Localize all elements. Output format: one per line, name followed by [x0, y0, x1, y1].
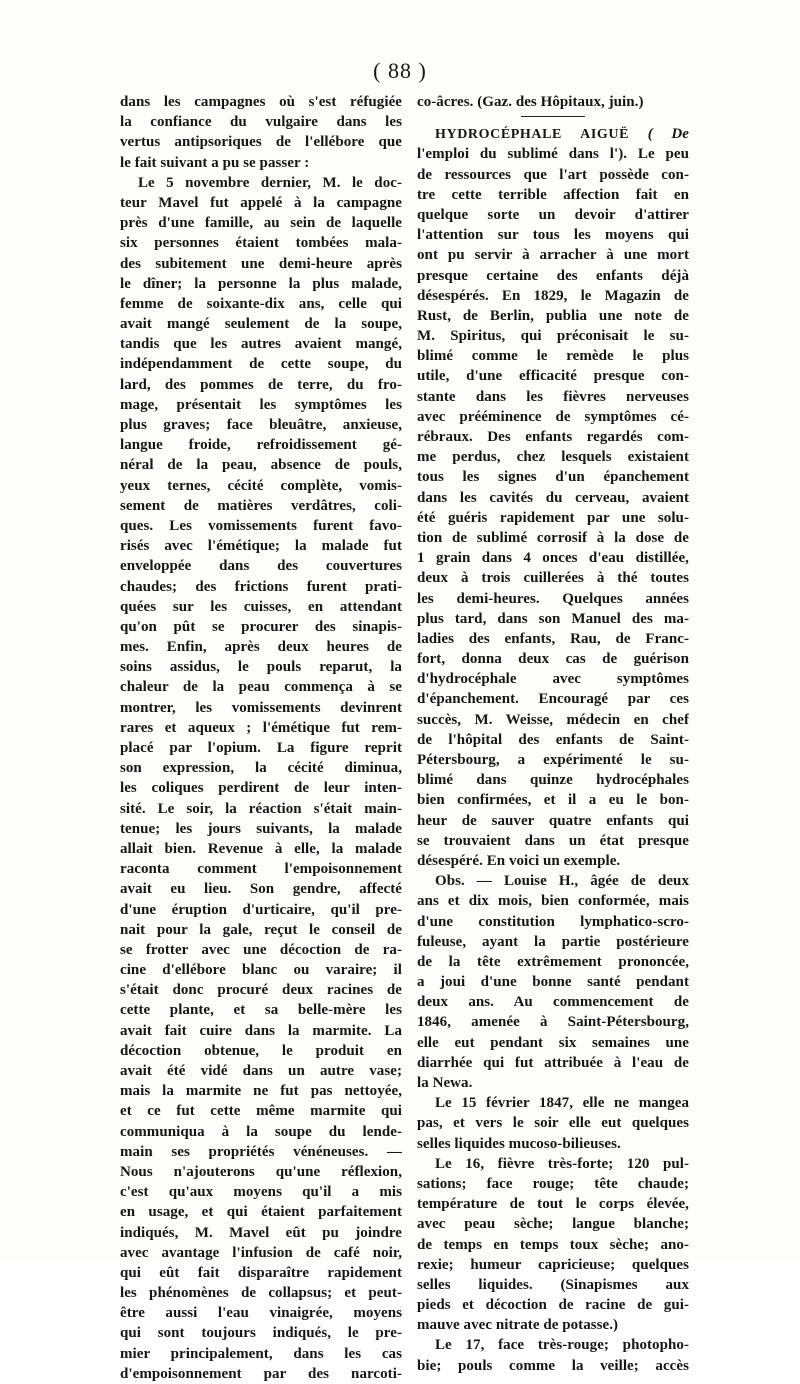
text-line: Le 5 novembre dernier, M. le doc-	[138, 174, 402, 191]
text-line: raconta comment l'empoisonnement	[120, 861, 402, 878]
text-line: les phénomènes de collapsus; et peut-	[120, 1285, 402, 1302]
text-line: elle eut pendant six semaines une	[417, 1034, 689, 1051]
citation-line: co-âcres. (Gaz. des Hôpitaux, juin.)	[417, 94, 644, 110]
text-line: de temps en temps toux sèche; ano-	[417, 1236, 689, 1253]
text-line: se trouvaient dans un état presque	[417, 832, 689, 849]
text-line: son expression, la cécité diminua,	[120, 760, 402, 777]
text-line: ont pu servir à arracher à une mort	[417, 247, 689, 264]
left-column-text	[120, 92, 402, 1384]
text-line: cette plante, et sa belle-mère les	[120, 1002, 402, 1019]
text-line: tous les signes d'un épanchement	[417, 469, 689, 486]
text-line: nait pour la gale, reçut le conseil de	[120, 921, 402, 938]
text-line: heur de sauver quatre enfants qui	[417, 812, 689, 829]
text-line: qu'on pût se procurer des sinapis-	[120, 618, 402, 635]
text-line: blimé dans quinze hydrocéphales	[417, 772, 689, 789]
text-line: quelque sorte un devoir d'attirer	[417, 206, 689, 223]
text-line: l'attention sur tous les moyens qui	[417, 227, 689, 244]
text-line: d'hydrocéphale avec symptômes	[417, 671, 689, 688]
text-line: deux à trois cuillerées à thé toutes	[417, 570, 689, 587]
text-line: de la tête extrêmement prononcée,	[417, 953, 689, 970]
text-line: avec prééminence de symptômes cé-	[417, 408, 689, 425]
text-line: d'empoisonnement par des narcoti-	[120, 1365, 402, 1382]
text-line: stante dans les fièvres nerveuses	[417, 388, 689, 405]
text-line: de ressources que l'art possède con-	[417, 166, 689, 183]
text-line: mais la marmite ne fut pas nettoyée,	[120, 1083, 402, 1100]
text-line: M. Spiritus, qui préconisait le su-	[417, 328, 689, 345]
text-line: les demi-heures. Quelques années	[417, 590, 689, 607]
text-line: avait été vidé dans un autre vase;	[120, 1063, 402, 1079]
text-line: mauve avec nitrate de potasse.)	[417, 1317, 619, 1334]
text-line: c'est qu'aux moyens qu'il a mis	[120, 1184, 402, 1201]
text-line: néral de la peau, absence de pouls,	[120, 457, 402, 474]
section-heading-tail: ( De	[647, 126, 689, 143]
text-line: Le 16, fièvre très-forte; 120 pul-	[435, 1155, 689, 1172]
text-line: Pétersbourg, a expérimenté le su-	[417, 752, 689, 768]
text-line: désespéré. En voici un exemple.	[417, 852, 621, 869]
text-line: Nous n'ajouterons qu'une réflexion,	[120, 1163, 402, 1180]
text-line: six personnes étaient tombées mala-	[120, 235, 402, 252]
text-line: décoction obtenue, le produit en	[120, 1042, 402, 1059]
text-line: mes. Enfin, après deux heures de	[120, 639, 402, 656]
text-line: yeux ternes, cécité complète, vomis-	[120, 477, 402, 494]
text-line: tion de sublimé corrosif à la dose de	[417, 529, 689, 546]
text-line: Le 15 février 1847, elle ne mangea	[435, 1095, 689, 1112]
text-line: allait bien. Revenue à elle, la malade	[120, 840, 402, 857]
text-line: la confiance du vulgaire dans les	[120, 114, 402, 131]
page-number: ( 88 )	[373, 58, 427, 83]
text-line: qui eût fait disparaître rapidement	[120, 1264, 402, 1281]
text-line: tandis que les autres avaient mangé,	[120, 336, 402, 353]
section-divider	[521, 116, 585, 117]
text-line: selles liquides. (Sinapismes aux	[417, 1276, 689, 1293]
section-heading: HYDROCÉPHALE AIGUË	[435, 127, 630, 143]
text-line: qui sont toujours indiqués, le pre-	[120, 1325, 402, 1342]
text-line: d'une éruption d'urticaire, qu'il pre-	[120, 901, 402, 918]
text-line: soins assidus, le pouls reparut, la	[120, 659, 402, 676]
text-line: enveloppée dans des couvertures	[120, 558, 402, 575]
text-line: Rust, de Berlin, publia une note de	[417, 307, 689, 324]
text-line: dans les cavités du cerveau, avaient	[417, 489, 689, 506]
text-line: montrer, les vomissements devinrent	[120, 699, 402, 716]
text-line: selles liquides mucoso-bilieuses.	[417, 1135, 621, 1152]
text-line: les coliques perdirent de leur inten-	[120, 780, 402, 797]
text-line: succès, M. Weisse, médecin en chef	[417, 711, 689, 728]
text-line: risés avec l'émétique; la malade fut	[120, 538, 402, 555]
text-line: se frotter avec une décoction de ra-	[120, 941, 402, 958]
text-line: été guéris rapidement par une solu-	[417, 509, 689, 526]
text-line: quées sur les cuisses, en attendant	[120, 598, 402, 615]
text-line: deux ans. Au commencement de	[417, 994, 689, 1011]
text-line: placé par l'opium. La figure reprit	[120, 740, 402, 756]
text-line: fuleuse, ayant la partie postérieure	[417, 933, 689, 950]
text-line: ques. Les vomissements furent favo-	[120, 517, 402, 534]
text-line: avec peau sèche; langue blanche;	[417, 1216, 689, 1233]
text-line: communiqua à la soupe du lende-	[120, 1123, 402, 1140]
text-line: être aussi l'eau vinaigrée, moyens	[120, 1305, 402, 1322]
text-line: Obs. — Louise H., âgée de deux	[435, 873, 689, 890]
text-line: rares et aqueux ; l'émétique fut rem-	[120, 719, 402, 736]
text-line: mage, présentait les symptômes les	[120, 396, 402, 413]
text-line: a joui d'une bonne santé pendant	[417, 974, 689, 991]
text-line: vertus antipsoriques de l'ellébore que	[120, 134, 402, 151]
text-line: ans et dix mois, bien conformée, mais	[417, 893, 689, 910]
text-line: rexie; humeur capricieuse; quelques	[417, 1256, 689, 1273]
text-line: pas, et vers le soir elle eut quelques	[417, 1115, 689, 1132]
text-line: mier principalement, dans les cas	[120, 1345, 402, 1362]
text-line: chaudes; des frictions furent prati-	[120, 578, 402, 595]
text-line: lard, des pommes de terre, du fro-	[120, 376, 402, 393]
text-line: l'emploi du sublimé dans l'). Le peu	[417, 146, 689, 163]
text-line: et ce fut cette même marmite qui	[120, 1103, 402, 1120]
text-line: presque certaine des enfants déjà	[417, 267, 689, 284]
text-line: de l'hôpital des enfants de Saint-	[417, 731, 689, 748]
left-column	[120, 92, 402, 1384]
text-line: d'une constitution lymphatico-scro-	[417, 913, 689, 930]
text-line: avait mangé seulement de la soupe,	[120, 316, 402, 333]
text-line: pieds et décoction de racine de gui-	[417, 1297, 689, 1314]
right-column-text	[417, 144, 689, 1375]
text-line: diarrhée qui fut attribuée à l'eau de	[417, 1054, 689, 1071]
text-line: tenue; les jours suivants, la malade	[120, 820, 402, 837]
text-line: teur Mavel fut appelé à la campagne	[120, 194, 402, 211]
text-line: utile, d'une efficacité presque con-	[417, 368, 689, 385]
text-line: cine d'ellébore blanc ou varaire; il	[120, 962, 402, 979]
text-line: langue froide, refroidissement gé-	[120, 437, 402, 454]
text-line: 1 grain dans 4 onces d'eau distillée,	[417, 550, 689, 567]
text-line: avec avantage l'infusion de café noir,	[120, 1244, 402, 1261]
text-line: dans les campagnes où s'est réfugiée	[120, 94, 402, 110]
text-line: me perdus, chez lesquels existaient	[417, 449, 689, 466]
text-line: sations; face rouge; tête chaude;	[417, 1175, 689, 1192]
text-line: température de tout le corps élevée,	[417, 1196, 689, 1213]
right-column	[417, 92, 689, 1376]
text-line: tre cette terrible affection fait en	[417, 186, 689, 203]
text-line: le fait suivant a pu se passer :	[120, 154, 310, 171]
text-line: indépendamment de cette soupe, du	[120, 356, 402, 373]
text-line: Le 17, face très-rouge; photopho-	[435, 1337, 689, 1354]
text-line: désespérés. En 1829, le Magazin de	[417, 287, 689, 304]
text-line: femme de soixante-dix ans, celle qui	[120, 295, 402, 312]
text-line: avait fait cuire dans la marmite. La	[120, 1022, 402, 1039]
text-line: près d'une famille, au sein de laquelle	[120, 215, 402, 232]
text-line: rébraux. Des enfants regardés com-	[417, 429, 689, 445]
text-line: d'épanchement. Encouragé par ces	[417, 691, 689, 708]
text-line: ladies des enfants, Rau, de Franc-	[417, 630, 689, 647]
text-line: plus graves; face bleuâtre, anxieuse,	[120, 417, 402, 433]
text-line: sité. Le soir, la réaction s'était main-	[120, 800, 402, 817]
text-line: plus tard, dans son Manuel des ma-	[417, 610, 689, 627]
text-line: 1846, amenée à Saint-Pétersbourg,	[417, 1014, 689, 1031]
text-line: avait eu lieu. Son gendre, affecté	[120, 881, 402, 898]
text-line: chaleur de la peau commença à se	[120, 679, 402, 696]
text-line: sement de matières verdâtres, coli-	[120, 497, 402, 514]
text-line: bien confirmées, et il a eu le bon-	[417, 792, 689, 809]
text-line: indiqués, M. Mavel eût pu joindre	[120, 1224, 402, 1241]
text-line: en usage, et qui étaient parfaitement	[120, 1204, 402, 1221]
text-line: la Newa.	[417, 1075, 473, 1091]
text-line: main ses propriétés vénéneuses. —	[120, 1143, 402, 1160]
text-line: bie; pouls comme la veille; accès	[417, 1357, 689, 1374]
text-line: des subitement une demi-heure après	[120, 255, 402, 272]
text-line: s'était donc procuré deux racines de	[120, 982, 402, 999]
text-line: fort, donna deux cas de guérison	[417, 651, 689, 668]
section-heading-line	[417, 124, 689, 144]
text-line: le dîner; la personne la plus malade,	[120, 275, 402, 292]
text-line: blimé comme le remède le plus	[417, 348, 689, 365]
